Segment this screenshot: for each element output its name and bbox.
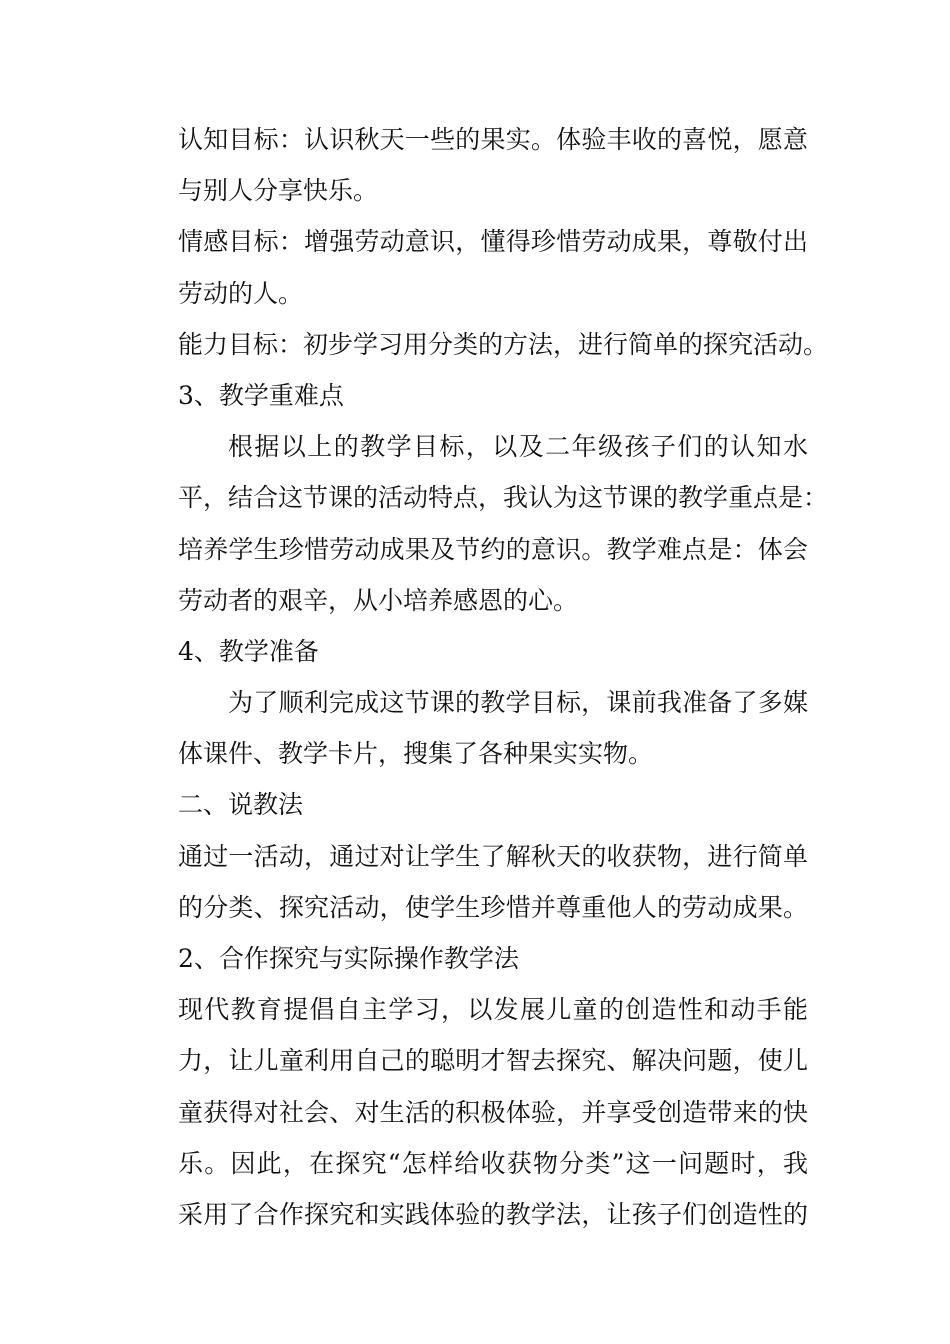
text-line: 现代教育提倡自主学习，以发展儿童的创造性和动手能 [178, 995, 808, 1025]
text-line: 能力目标：初步学习用分类的方法，进行简单的探究活动。 [178, 329, 829, 359]
text-line: 情感目标：增强劳动意识，懂得珍惜劳动成果，尊敬付出 [178, 227, 808, 257]
section-heading: 3、教学重难点 [178, 380, 344, 410]
text-line: 体课件、教学卡片，搜集了各种果实实物。 [178, 739, 654, 769]
text-line: 培养学生珍惜劳动成果及节约的意识。教学难点是：体会 [178, 534, 808, 564]
text-line: 采用了合作探究和实践体验的教学法，让孩子们创造性的 [178, 1199, 808, 1229]
text-line: 劳动者的艰辛，从小培养感恩的心。 [178, 585, 579, 615]
text-line: 乐。因此，在探究“怎样给收获物分类”这一问题时，我 [178, 1148, 808, 1178]
text-line: 认知目标：认识秋天一些的果实。体验丰收的喜悦，愿意 [178, 125, 808, 154]
body-text [178, 114, 829, 1240]
section-heading: 二、说教法 [178, 790, 304, 820]
text-line: 通过一活动，通过对让学生了解秋天的收获物，进行简单 [178, 841, 808, 871]
text-line: 平，结合这节课的活动特点，我认为这节课的教学重点是： [178, 483, 829, 513]
text-line: 为了顺利完成这节课的教学目标，课前我准备了多媒 [228, 688, 808, 718]
text-line: 童获得对社会、对生活的积极体验，并享受创造带来的快 [178, 1097, 808, 1127]
text-line: 劳动的人。 [178, 278, 304, 308]
section-heading: 4、教学准备 [178, 636, 319, 666]
text-line: 根据以上的教学目标，以及二年级孩子们的认知水 [228, 432, 808, 462]
text-line: 的分类、探究活动，使学生珍惜并尊重他人的劳动成果。 [178, 892, 808, 922]
section-heading: 2、合作探究与实际操作教学法 [178, 944, 519, 973]
text-line: 力，让儿童利用自己的聪明才智去探究、解决问题，使儿 [178, 1046, 808, 1076]
text-line: 与别人分享快乐。 [178, 176, 379, 206]
